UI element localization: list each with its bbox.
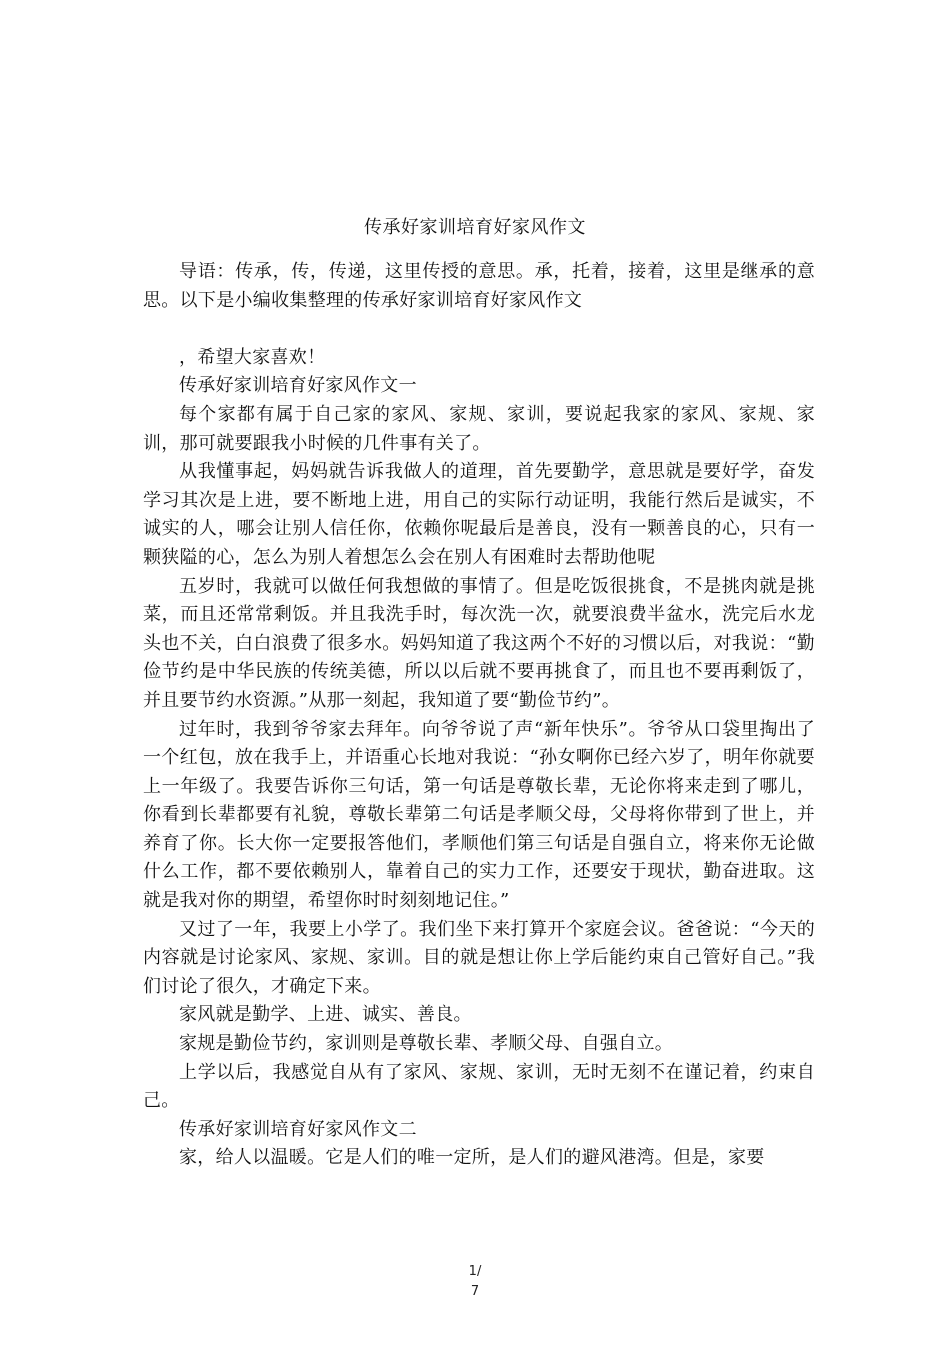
- paragraph: 从我懂事起，妈妈就告诉我做人的道理，首先要勤学，意思就是要好学，奋发学习其次是上进，要不断地上进，用自己的实际行动证明，我能行然后是诚实，不诚实的人，哪会让别人信任你，依赖你呢最后是善良，没有一颗善良的心，只有一颗狭隘的心，怎么为别人着想怎么会在别人有困难时去帮助他呢: [143, 461, 815, 568]
- section-heading-two: 传承好家训培育好家风作文二: [179, 1118, 417, 1140]
- paragraph: 家风就是勤学、上进、诚实、善良。: [179, 1004, 472, 1026]
- paragraph: 家，给人以温暖。它是人们的唯一定所，是人们的避风港湾。但是，家要: [179, 1147, 765, 1169]
- paragraph: 五岁时，我就可以做任何我想做的事情了。但是吃饭很挑食，不是挑肉就是挑菜，而且还常常剩饭。并且我洗手时，每次洗一次，就要浪费半盆水，洗完后水龙头也不关，白白浪费了很多水。妈妈知道了我这两个不好的习惯以后，对我说：“勤俭节约是中华民族的传统美德，所以以后就不要再挑食了，而且也不要再剩饭了，并且要节约水资源。”从那一刻起，我知道了要“勤俭节约”。: [143, 575, 815, 711]
- paragraph: 每个家都有属于自己家的家风、家规、家训，要说起我家的家风、家规、家训，那可就要跟我小时候的几件事有关了。: [143, 403, 815, 454]
- paragraph: 过年时，我到爷爷家去拜年。向爷爷说了声“新年快乐”。爷爷从口袋里掏出了一个红包，放在我手上，并语重心长地对我说：“孙女啊你已经六岁了，明年你就要上一年级了。我要告诉你三句话，第一句话是尊敬长辈，无论你将来走到了哪儿，你看到长辈都要有礼貌，尊敬长辈第二句话是孝顺父母，父母将你带到了世上，并养育了你。长大你一定要报答他们，孝顺他们第三句话是自强自立，将来你无论做什么工作，都不要依赖别人，靠着自己的实力工作，还要安于现状，勤奋进取。这就是我对你的期望，希望你时时刻刻地记住。”: [143, 718, 815, 912]
- document-title: 传承好家训培育好家风作文: [364, 217, 586, 238]
- page-number-total: 7: [470, 1284, 480, 1299]
- paragraph-intro: 导语：传承，传，传递，这里传授的意思。承，托着，接着，这里是继承的意思。以下是小编收集整理的传承好家训培育好家风作文: [143, 261, 815, 311]
- document-body: [143, 258, 815, 1173]
- page-number: [0, 1262, 950, 1302]
- section-heading-one: 传承好家训培育好家风作文一: [179, 375, 417, 397]
- paragraph-intro-ending: ，希望大家喜欢！: [179, 346, 326, 368]
- paragraph: 又过了一年，我要上小学了。我们坐下来打算开个家庭会议。爸爸说：“今天的内容就是讨论家风、家规、家训。目的就是想让你上学后能约束自己管好自己。”我们讨论了很久，才确定下来。: [143, 918, 815, 997]
- paragraph: 上学以后，我感觉自从有了家风、家规、家训，无时无刻不在谨记着，约束自己。: [143, 1061, 815, 1112]
- paragraph: 家规是勤俭节约，家训则是尊敬长辈、孝顺父母、自强自立。: [179, 1033, 674, 1055]
- page-number-current: 1/: [468, 1264, 482, 1279]
